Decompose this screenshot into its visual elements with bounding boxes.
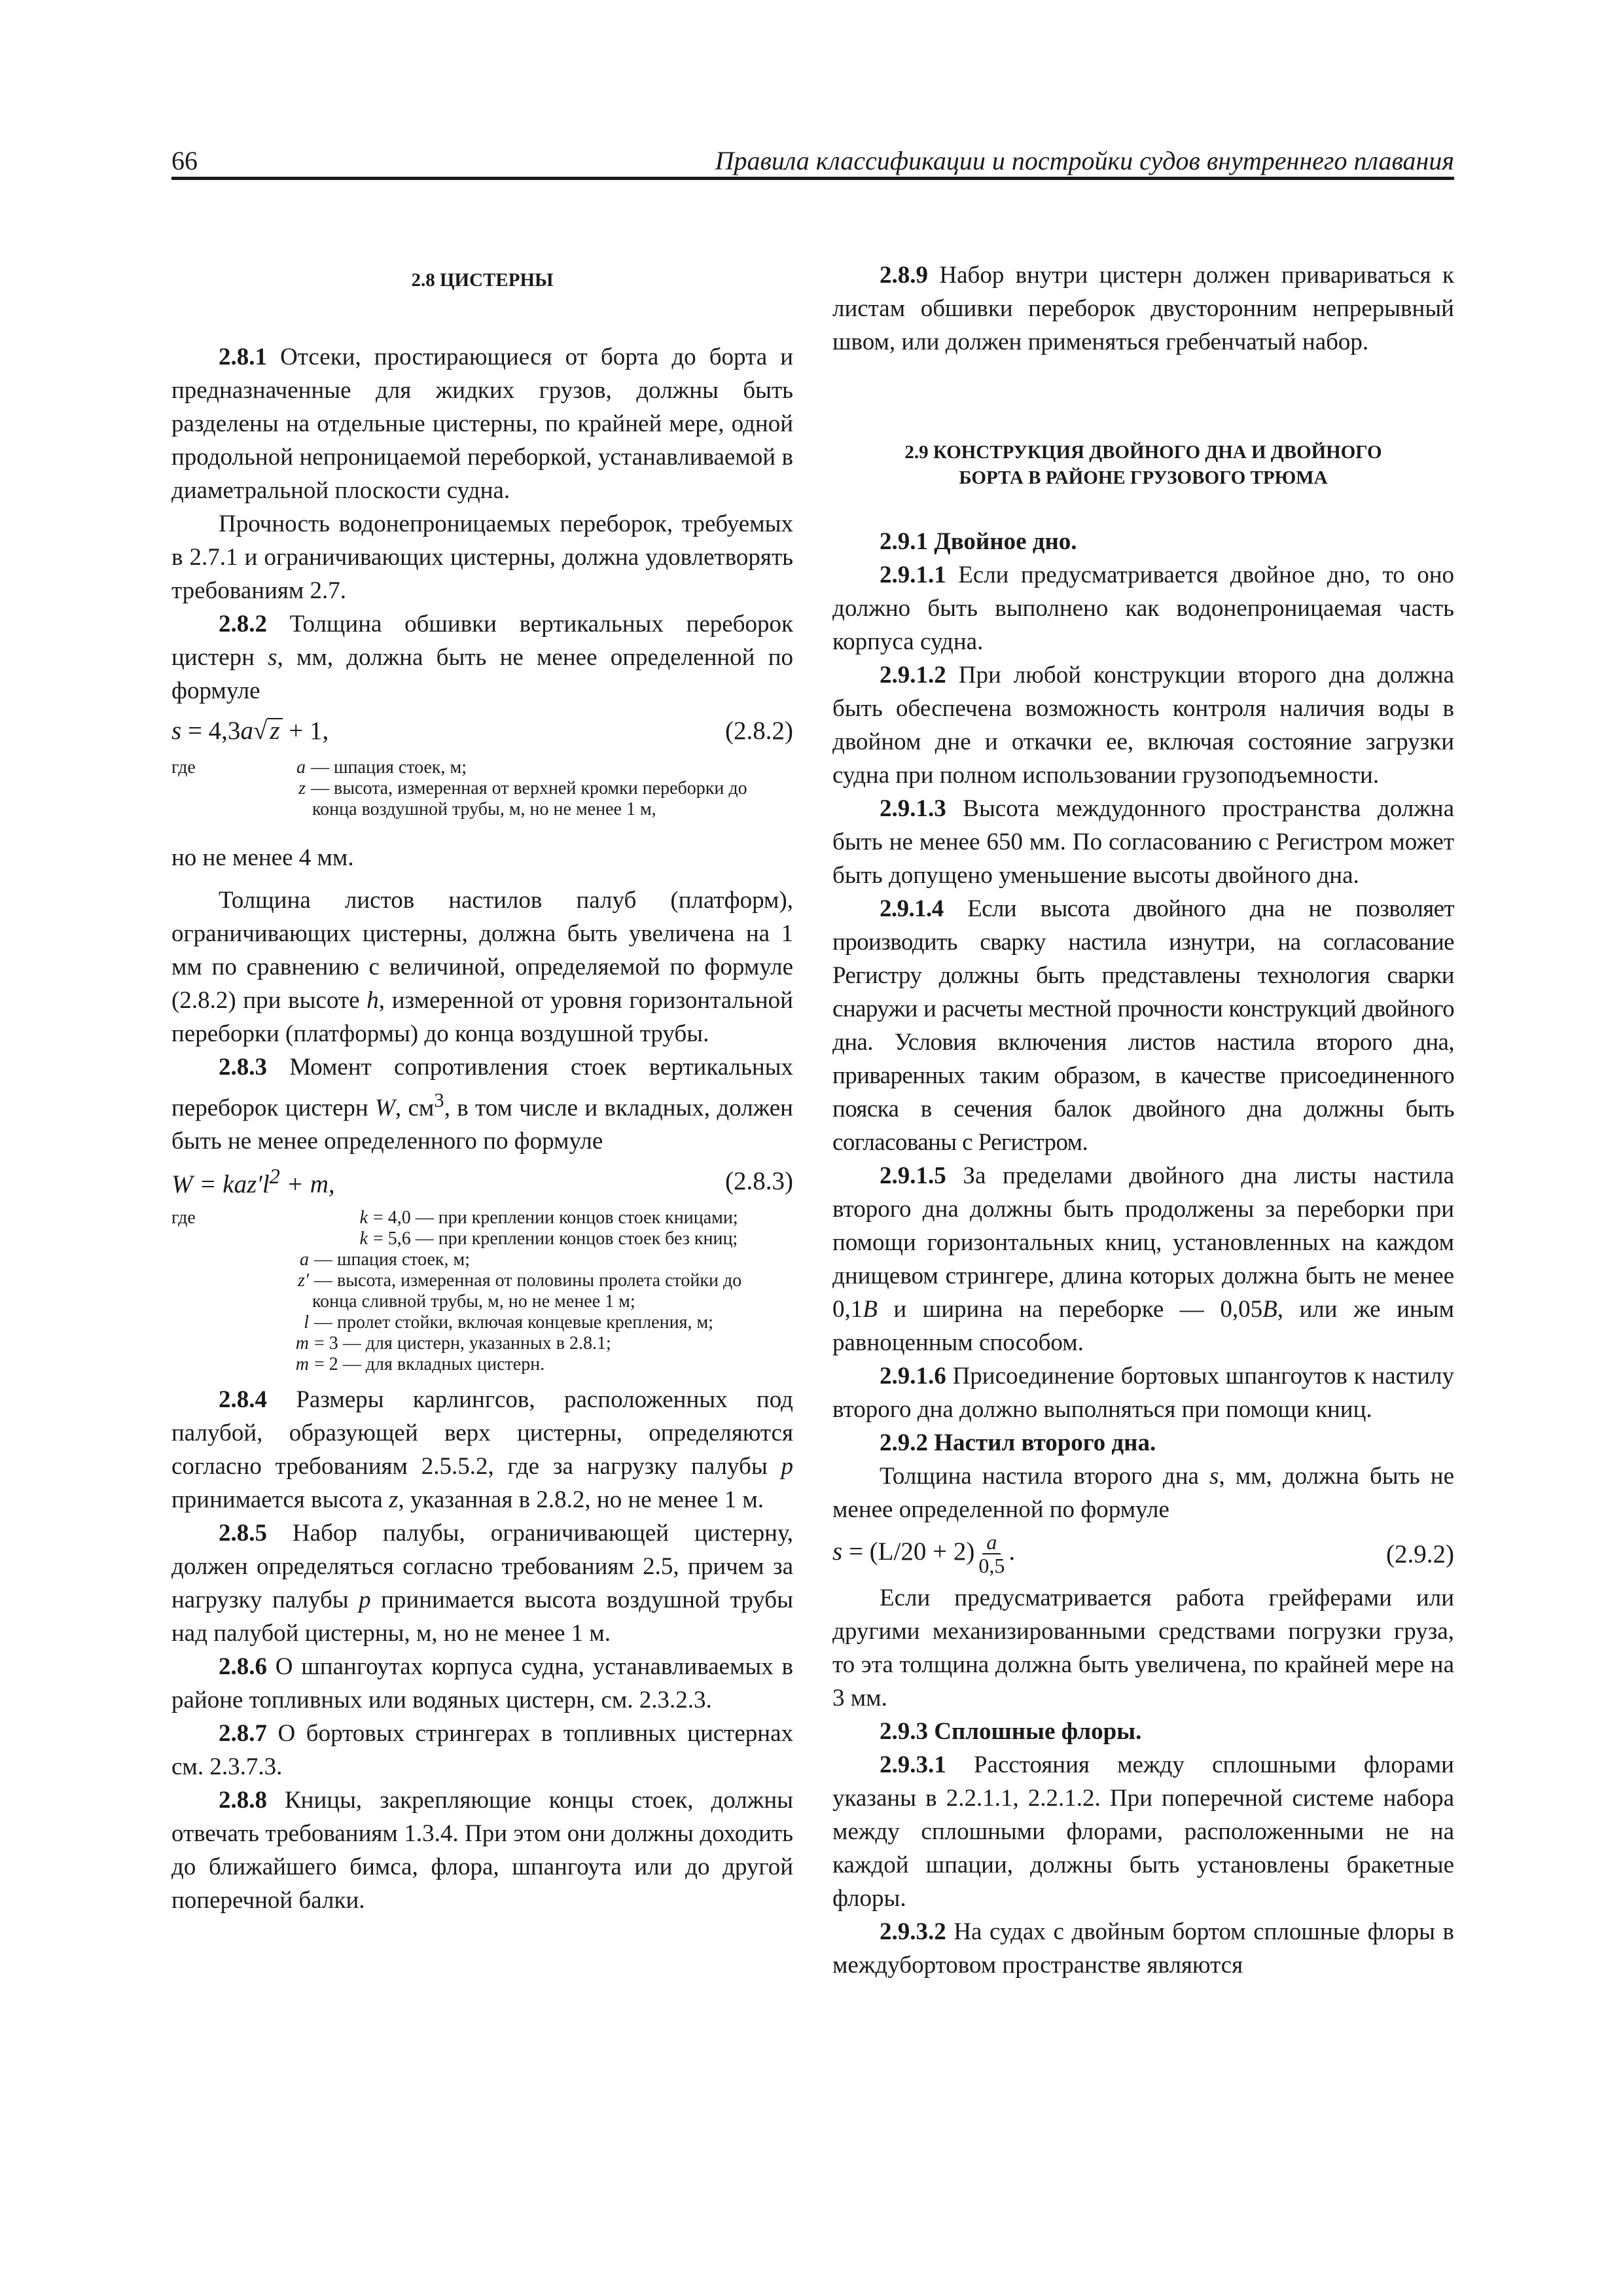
formula-2-8-3-definitions: где k = 4,0 — при креплении концов стоек кницами; k = 5,6 — при креплении концов стоек без книц; a — шпация стоек, м; z′ — высота, измеренная от половины пролета стойки до конца сливной трубы, м, но не менее 1 м; l — пролет стойки, включая концевые крепления, м; m = 3 — для цистерн, указанных в 2.8.1; m = 2 — для вкладных цистерн. xyxy=(171,1208,742,1375)
paragraph-2-9-1-1: 2.9.1.1 Если предусматривается двойное дно, то оно должно быть выполнено как водонепроницаемая часть корпуса судна. xyxy=(832,562,1454,655)
formula-number: (2.8.3) xyxy=(725,1166,793,1195)
paragraph-2-8-4: 2.8.4 Размеры карлингсов, расположенных под палубой, образующей верх цистерны, определяются согласно требованиям 2.5.5.2, где за нагрузку палубы p принимается высота z, указанная в 2.8.2, но не менее 1 м. xyxy=(171,1386,793,1514)
paragraph-deck-plating: Толщина листов настилов палуб (платформ), ограничивающих цистерны, должна быть увеличена на 1 мм по сравнению с величиной, определяемой по формуле (2.8.2) при высоте h, измеренной от уровня горизонтальной переборки (платформы) до конца воздушной трубы. xyxy=(171,887,793,1047)
formula-number: (2.8.2) xyxy=(725,716,793,745)
paragraph-2-8-2: 2.8.2 Толщина обшивки вертикальных переборок цистерн s, мм, должна быть не менее определенной по формуле xyxy=(171,611,793,704)
section-title-2-9: 2.9 КОНСТРУКЦИЯ ДВОЙНОГО ДНА И ДВОЙНОГО БОРТА В РАЙОНЕ ГРУЗОВОГО ТРЮМА xyxy=(904,442,1382,488)
formula-2-9-2-expression: s = (L/20 + 2) $\frac{a}{0,5}$ . xyxy=(832,1530,1016,1577)
paragraph-2-8-7: 2.8.7 О бортовых стрингерах в топливных цистернах см. 2.3.7.3. xyxy=(171,1720,793,1781)
heading-2-9-3: 2.9.3 Сплошные флоры. xyxy=(880,1718,1142,1745)
paragraph-2-9-1-2: 2.9.1.2 При любой конструкции второго дна должна быть обеспечена возможность контроля наличия воды в двойном дне и откачки ее, включая состояние загрузки судна при полном использовании грузоподъемности. xyxy=(832,662,1454,789)
paragraph-grab: Если предусматривается работа грейферами или другими механизированными средствами погрузки груза, то эта толщина должна быть увеличена, по крайней мере на 3 мм. xyxy=(832,1585,1454,1712)
section-title-2-8: 2.8 ЦИСТЕРНЫ xyxy=(411,270,554,291)
paragraph-2-9-2: Толщина настила второго дна s, мм, должна быть не менее определенной по формуле xyxy=(832,1463,1454,1523)
heading-2-9-2: 2.9.2 Настил второго дна. xyxy=(880,1429,1156,1456)
formula-2-9-2 xyxy=(832,1526,1454,1581)
paragraph-strength: Прочность водонепроницаемых переборок, требуемых в 2.7.1 и ограничивающих цистерны, должна удовлетворять требованиям 2.7. xyxy=(171,511,793,604)
paragraph-2-9-3-2: 2.9.3.2 На судах с двойным бортом сплошные флоры в междубортовом пространстве являются xyxy=(832,1918,1454,1979)
paragraph-2-9-1-4: 2.9.1.4 Если высота двойного дна не позволяет производить сварку настила изнутри, на согласование Регистру должны быть представлены технология сварки снаружи и расчеты местной прочности конструкций двойного дна. Условия включения листов настила второго дна, приваренных таким образом, в качестве присоединенного пояска в сечения балок двойного дна должны быть согласованы с Регистром. xyxy=(832,895,1454,1156)
paragraph-2-8-8: 2.8.8 Кницы, закрепляющие концы стоек, должны отвечать требованиям 1.3.4. При этом они должны доходить до ближайшего бимса, флора, шпангоута или до другой поперечной балки. xyxy=(171,1787,793,1914)
paragraph-2-9-1-5: 2.9.1.5 За пределами двойного дна листы настила второго дна должны быть продолжены за переборки при помощи горизонтальных книц, установленных на каждом днищевом стрингере, длина которых должна быть не менее 0,1B и ширина на переборке — 0,05B, или же иным равноценным способом. xyxy=(832,1162,1454,1356)
right-column xyxy=(832,259,1454,1982)
paragraph-2-9-1-3: 2.9.1.3 Высота междудонного пространства должна быть не менее 650 мм. По согласованию с Регистром может быть допущено уменьшение высоты двойного дна. xyxy=(832,795,1454,889)
paragraph-2-8-1: 2.8.1 Отсеки, простирающиеся от борта до борта и предназначенные для жидких грузов, должны быть разделены на отдельные цистерны, по крайней мере, одной продольной непроницаемой переборкой, устанавливаемой в диаметральной плоскости судна. xyxy=(171,344,793,504)
paragraph-2-8-5: 2.8.5 Набор палубы, ограничивающей цистерну, должен определяться согласно требованиям 2.5, причем за нагрузку палубы p принимается высота воздушной трубы над палубой цистерны, м, но не менее 1 м. xyxy=(171,1520,793,1647)
page-number: 66 xyxy=(171,146,198,175)
left-column xyxy=(171,259,793,1917)
formula-2-8-2-expression: s = 4,3a√ z + 1, xyxy=(171,716,329,745)
heading-2-9-1: 2.9.1 Двойное дно. xyxy=(880,528,1077,555)
paragraph-2-8-6: 2.8.6 О шпангоутах корпуса судна, устанавливаемых в районе топливных или водяных цистерн, см. 2.3.2.3. xyxy=(171,1653,793,1714)
formula-2-8-2-definitions: где a — шпация стоек, м; z — высота, измеренная от верхней кромки переборки до конца воздушной трубы, м, но не менее 1 м, xyxy=(171,757,747,819)
formula-2-8-3-expression: $W = kaz'l^2 + m$, xyxy=(171,1165,335,1199)
running-title: Правила классификации и постройки судов внутреннего плавания xyxy=(715,146,1454,175)
formula-number: (2.9.2) xyxy=(1386,1539,1454,1568)
paragraph-2-9-1-6: 2.9.1.6 Присоединение бортовых шпангоутов к настилу второго дна должно выполняться при помощи книц. xyxy=(832,1363,1454,1423)
paragraph-2-8-9: 2.8.9 Набор внутри цистерн должен привариваться к листам обшивки переборок двусторонним непрерывный швом, или должен применяться гребенчатый набор. xyxy=(832,262,1454,355)
paragraph-min-4mm: но не менее 4 мм. xyxy=(171,844,354,871)
paragraph-2-8-3: 2.8.3 Момент сопротивления стоек вертикальных переборок цистерн W, $см^3$, в том числе и вкладных, должен быть не менее определенного по формуле xyxy=(171,1054,793,1155)
header-rule xyxy=(171,177,1454,180)
formula-2-8-3 xyxy=(171,1158,793,1204)
page-header xyxy=(171,143,1454,177)
paragraph-2-9-3-1: 2.9.3.1 Расстояния между сплошными флорами указаны в 2.2.1.1, 2.2.1.2. При поперечной системе набора между сплошными флорами, расположенными не на каждой шпации, должны быть установлены бракетные флоры. xyxy=(832,1751,1454,1912)
formula-2-8-2 xyxy=(171,708,793,753)
